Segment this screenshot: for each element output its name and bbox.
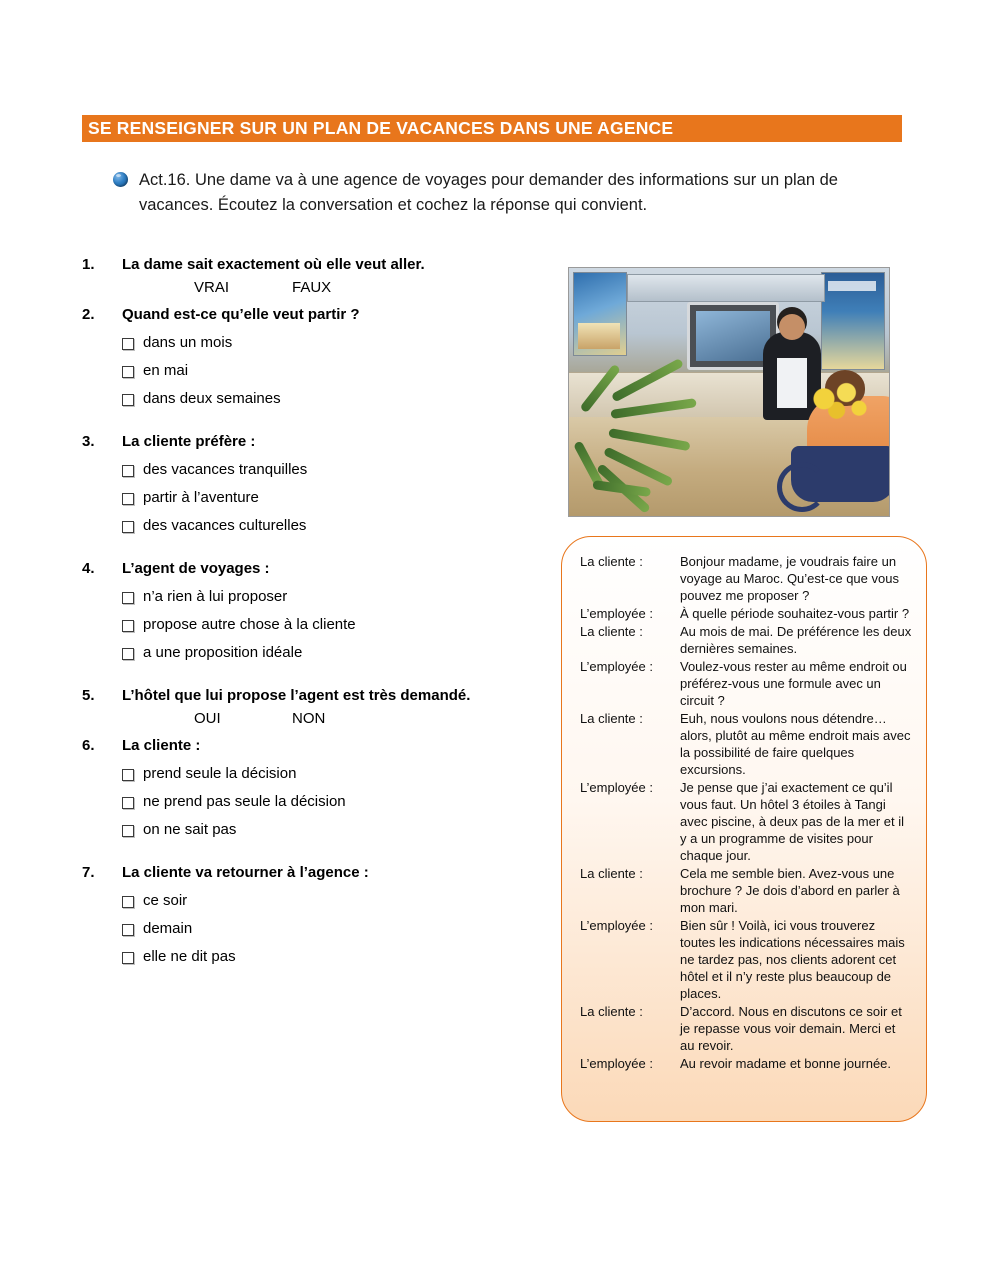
- option-label: a une proposition idéale: [143, 644, 303, 661]
- dialogue-transcript: [561, 536, 927, 1122]
- dialogue-line: [580, 658, 912, 709]
- option-label: des vacances tranquilles: [143, 461, 308, 478]
- checkbox-icon[interactable]: [122, 952, 134, 964]
- checkbox-icon[interactable]: [122, 769, 134, 781]
- question-heading: [82, 256, 552, 273]
- question-number: 1.: [82, 256, 95, 273]
- dialogue-speaker: La cliente :: [580, 554, 643, 569]
- checkbox-icon[interactable]: [122, 592, 134, 604]
- checkbox-icon[interactable]: [122, 465, 134, 477]
- option-label: prend seule la décision: [143, 765, 297, 782]
- photo-poster-left: [573, 272, 627, 356]
- oui-non-row: [82, 710, 552, 727]
- question-heading: [82, 560, 552, 577]
- list-item[interactable]: [82, 644, 552, 661]
- option-list: [82, 334, 552, 407]
- dialogue-text: Au revoir madame et bonne journée.: [680, 1056, 892, 1072]
- option-list: [82, 461, 552, 534]
- list-item[interactable]: [82, 334, 552, 351]
- list-item[interactable]: [82, 793, 552, 810]
- checkbox-icon[interactable]: [122, 797, 134, 809]
- dialogue-line: [580, 865, 912, 916]
- question-3: [82, 433, 552, 534]
- question-5: [82, 687, 552, 727]
- dialogue-text: Voulez-vous rester au même endroit ou préférez-vous une formule avec un circuit ?: [680, 659, 907, 709]
- checkbox-icon[interactable]: [122, 896, 134, 908]
- dialogue-line: [580, 710, 912, 778]
- question-6: [82, 737, 552, 838]
- option-label: des vacances culturelles: [143, 517, 307, 534]
- checkbox-icon[interactable]: [122, 924, 134, 936]
- checkbox-icon[interactable]: [122, 366, 134, 378]
- question-heading: [82, 864, 552, 881]
- photo-shelf: [627, 274, 825, 302]
- question-text: L’agent de voyages :: [122, 560, 270, 577]
- question-text: La cliente va retourner à l’agence :: [122, 864, 369, 881]
- list-item[interactable]: [82, 616, 552, 633]
- spacer: [82, 838, 552, 864]
- list-item[interactable]: [82, 461, 552, 478]
- question-1: [82, 256, 552, 296]
- travel-agency-photo: [568, 267, 890, 517]
- dialogue-text: Au mois de mai. De préférence les deux dernières semaines.: [680, 624, 912, 657]
- option-faux[interactable]: FAUX: [292, 279, 332, 296]
- spacer: [82, 534, 552, 560]
- question-number: 7.: [82, 864, 95, 881]
- questions-list: [82, 256, 552, 965]
- question-text: L’hôtel que lui propose l’agent est très demandé.: [122, 687, 471, 704]
- option-label: propose autre chose à la cliente: [143, 616, 356, 633]
- page-title: SE RENSEIGNER SUR UN PLAN DE VACANCES DANS UNE AGENCE: [88, 118, 674, 138]
- question-heading: [82, 306, 552, 323]
- question-text: La dame sait exactement où elle veut aller.: [122, 256, 425, 273]
- question-number: 3.: [82, 433, 95, 450]
- question-heading: [82, 687, 552, 704]
- vrai-faux-row: [82, 279, 552, 296]
- list-item[interactable]: [82, 920, 552, 937]
- dialogue-line: [580, 1055, 912, 1072]
- activity-instruction: [113, 168, 903, 218]
- dialogue-speaker: La cliente :: [580, 624, 643, 640]
- checkbox-icon[interactable]: [122, 620, 134, 632]
- instruction-text: Act.16. Une dame va à une agence de voyages pour demander des informations sur un plan de vacances. Écoutez la conversation et cochez la réponse qui convient.: [139, 171, 838, 215]
- dialogue-text: Bien sûr ! Voilà, ici vous trouverez toutes les indications nécessaires mais ne tardez pas, nos clients adorent cet hôtel et il n’y reste plus beaucoup de places.: [680, 918, 905, 1002]
- dialogue-speaker: La cliente :: [580, 1004, 643, 1020]
- question-number: 5.: [82, 687, 95, 704]
- checkbox-icon[interactable]: [122, 338, 134, 350]
- list-item[interactable]: [82, 489, 552, 506]
- option-label: n’a rien à lui proposer: [143, 588, 288, 605]
- dialogue-line: [580, 917, 912, 1002]
- dialogue-line: [580, 1003, 912, 1054]
- photo-plant: [568, 376, 693, 517]
- dialogue-text: Cela me semble bien. Avez-vous une brochure ? Je dois d’abord en parler à mon mari.: [680, 866, 900, 916]
- dialogue-speaker: L’employée :: [580, 918, 653, 934]
- list-item[interactable]: [82, 821, 552, 838]
- dialogue-speaker: L’employée :: [580, 780, 653, 796]
- page-title-banner: [82, 115, 902, 142]
- dialogue-line: [580, 623, 912, 657]
- checkbox-icon[interactable]: [122, 648, 134, 660]
- dialogue-line: [580, 779, 912, 864]
- question-number: 6.: [82, 737, 95, 754]
- option-label: dans deux semaines: [143, 390, 281, 407]
- option-label: ce soir: [143, 892, 188, 909]
- option-non[interactable]: NON: [292, 710, 326, 727]
- question-heading: [82, 433, 552, 450]
- globe-bullet-icon: [113, 172, 128, 187]
- option-label: elle ne dit pas: [143, 948, 236, 965]
- list-item[interactable]: [82, 588, 552, 605]
- dialogue-text: À quelle période souhaitez-vous partir ?: [680, 606, 910, 622]
- option-label: on ne sait pas: [143, 821, 237, 838]
- option-label: ne prend pas seule la décision: [143, 793, 346, 810]
- checkbox-icon[interactable]: [122, 521, 134, 533]
- list-item[interactable]: [82, 948, 552, 965]
- dialogue-speaker: L’employée :: [580, 606, 653, 622]
- dialogue-speaker: La cliente :: [580, 711, 643, 727]
- dialogue-line: [580, 553, 912, 604]
- option-list: [82, 765, 552, 838]
- option-list: [82, 892, 552, 965]
- checkbox-icon[interactable]: [122, 825, 134, 837]
- spacer: [82, 407, 552, 433]
- dialogue-speaker: La cliente :: [580, 866, 643, 882]
- question-number: 2.: [82, 306, 95, 323]
- option-label: dans un mois: [143, 334, 233, 351]
- photo-flowers: [803, 378, 873, 430]
- question-number: 4.: [82, 560, 95, 577]
- dialogue-line: [580, 605, 912, 622]
- question-text: La cliente :: [122, 737, 201, 754]
- list-item[interactable]: [82, 390, 552, 407]
- dialogue-text: Je pense que j’ai exactement ce qu’il vous faut. Un hôtel 3 étoiles à Tangi avec piscine, à deux pas de la mer et il y a un programme de visites pour chaque jour.: [680, 780, 905, 864]
- question-7: [82, 864, 552, 965]
- option-label: partir à l’aventure: [143, 489, 259, 506]
- list-item[interactable]: [82, 765, 552, 782]
- question-heading: [82, 737, 552, 754]
- option-label: en mai: [143, 362, 189, 379]
- dialogue-text: D’accord. Nous en discutons ce soir et je repasse vous voir demain. Merci et au revoir.: [680, 1004, 902, 1054]
- spacer: [82, 661, 552, 687]
- dialogue-speaker: L’employée :: [580, 659, 653, 675]
- option-oui[interactable]: OUI: [194, 710, 221, 727]
- checkbox-icon[interactable]: [122, 394, 134, 406]
- option-list: [82, 588, 552, 661]
- dialogue-speaker: L’employée :: [580, 1056, 653, 1072]
- dialogue-text: Bonjour madame, je voudrais faire un voyage au Maroc. Qu’est-ce que vous pouvez me proposer ?: [680, 554, 899, 604]
- list-item[interactable]: [82, 892, 552, 909]
- checkbox-icon[interactable]: [122, 493, 134, 505]
- question-text: La cliente préfère :: [122, 433, 256, 450]
- option-label: demain: [143, 920, 193, 937]
- question-4: [82, 560, 552, 661]
- question-2: [82, 306, 552, 407]
- option-vrai[interactable]: VRAI: [194, 279, 230, 296]
- photo-chair: [791, 446, 890, 502]
- list-item[interactable]: [82, 362, 552, 379]
- photo-poster-right: [821, 272, 885, 370]
- question-text: Quand est-ce qu’elle veut partir ?: [122, 306, 360, 323]
- list-item[interactable]: [82, 517, 552, 534]
- dialogue-text: Euh, nous voulons nous détendre… alors, plutôt au même endroit mais avec la possibilité de faire quelques excursions.: [680, 711, 911, 778]
